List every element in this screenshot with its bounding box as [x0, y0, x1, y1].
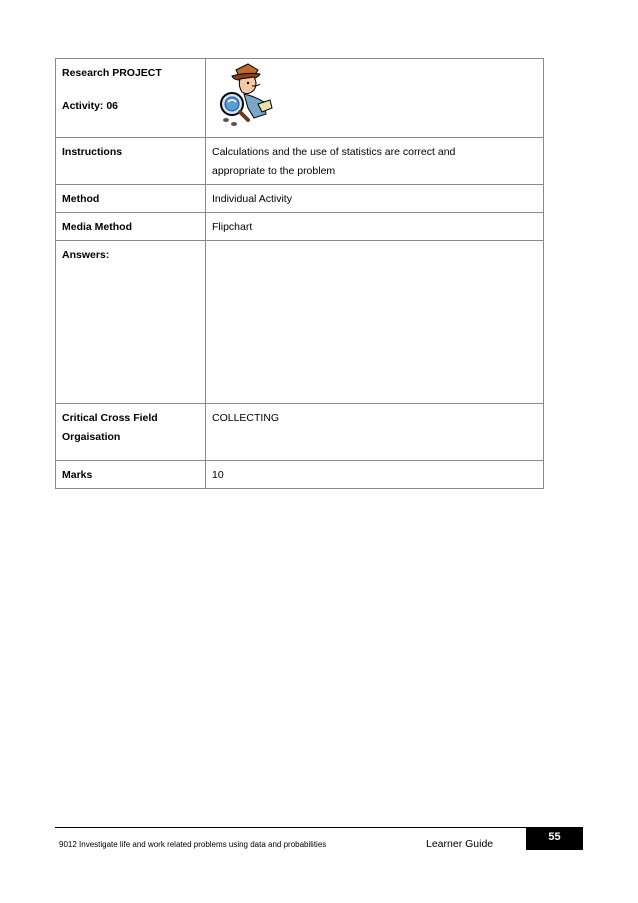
- title-cell: [56, 59, 206, 138]
- answers-value[interactable]: [206, 241, 544, 404]
- critical-cross-field-value: COLLECTING: [206, 404, 544, 461]
- ccf-label-line-1: Critical Cross Field: [62, 412, 158, 424]
- activity-number: Activity: 06: [62, 100, 119, 112]
- critical-cross-field-row: [56, 404, 544, 461]
- marks-label: Marks: [56, 461, 206, 489]
- footer-learner-guide: Learner Guide: [426, 838, 494, 850]
- title-row: [56, 59, 544, 138]
- footer-unit-text: 9012 Investigate life and work related problems using data and probabilities: [59, 840, 327, 849]
- instructions-line-1: Calculations and the use of statistics are correct and: [212, 146, 456, 158]
- instructions-label: Instructions: [56, 138, 206, 185]
- method-label: Method: [56, 185, 206, 213]
- detective-magnifier-icon: [214, 62, 276, 128]
- ccf-label-line-2: Orgaisation: [62, 431, 121, 443]
- clipart-cell: [206, 59, 544, 138]
- answers-label: Answers:: [56, 241, 206, 404]
- footer-rule: [55, 827, 583, 828]
- media-method-row: [56, 213, 544, 241]
- answers-row: [56, 241, 544, 404]
- critical-cross-field-label: [56, 404, 206, 461]
- instructions-row: [56, 138, 544, 185]
- page-number: 55: [526, 828, 583, 850]
- media-method-label: Media Method: [56, 213, 206, 241]
- instructions-line-2: appropriate to the problem: [212, 165, 336, 177]
- marks-value: 10: [206, 461, 544, 489]
- activity-table: [55, 58, 544, 489]
- method-value: Individual Activity: [206, 185, 544, 213]
- media-method-value: Flipchart: [206, 213, 544, 241]
- research-project-title: Research PROJECT: [62, 67, 162, 79]
- method-row: [56, 185, 544, 213]
- instructions-value: [206, 138, 544, 185]
- marks-row: [56, 461, 544, 489]
